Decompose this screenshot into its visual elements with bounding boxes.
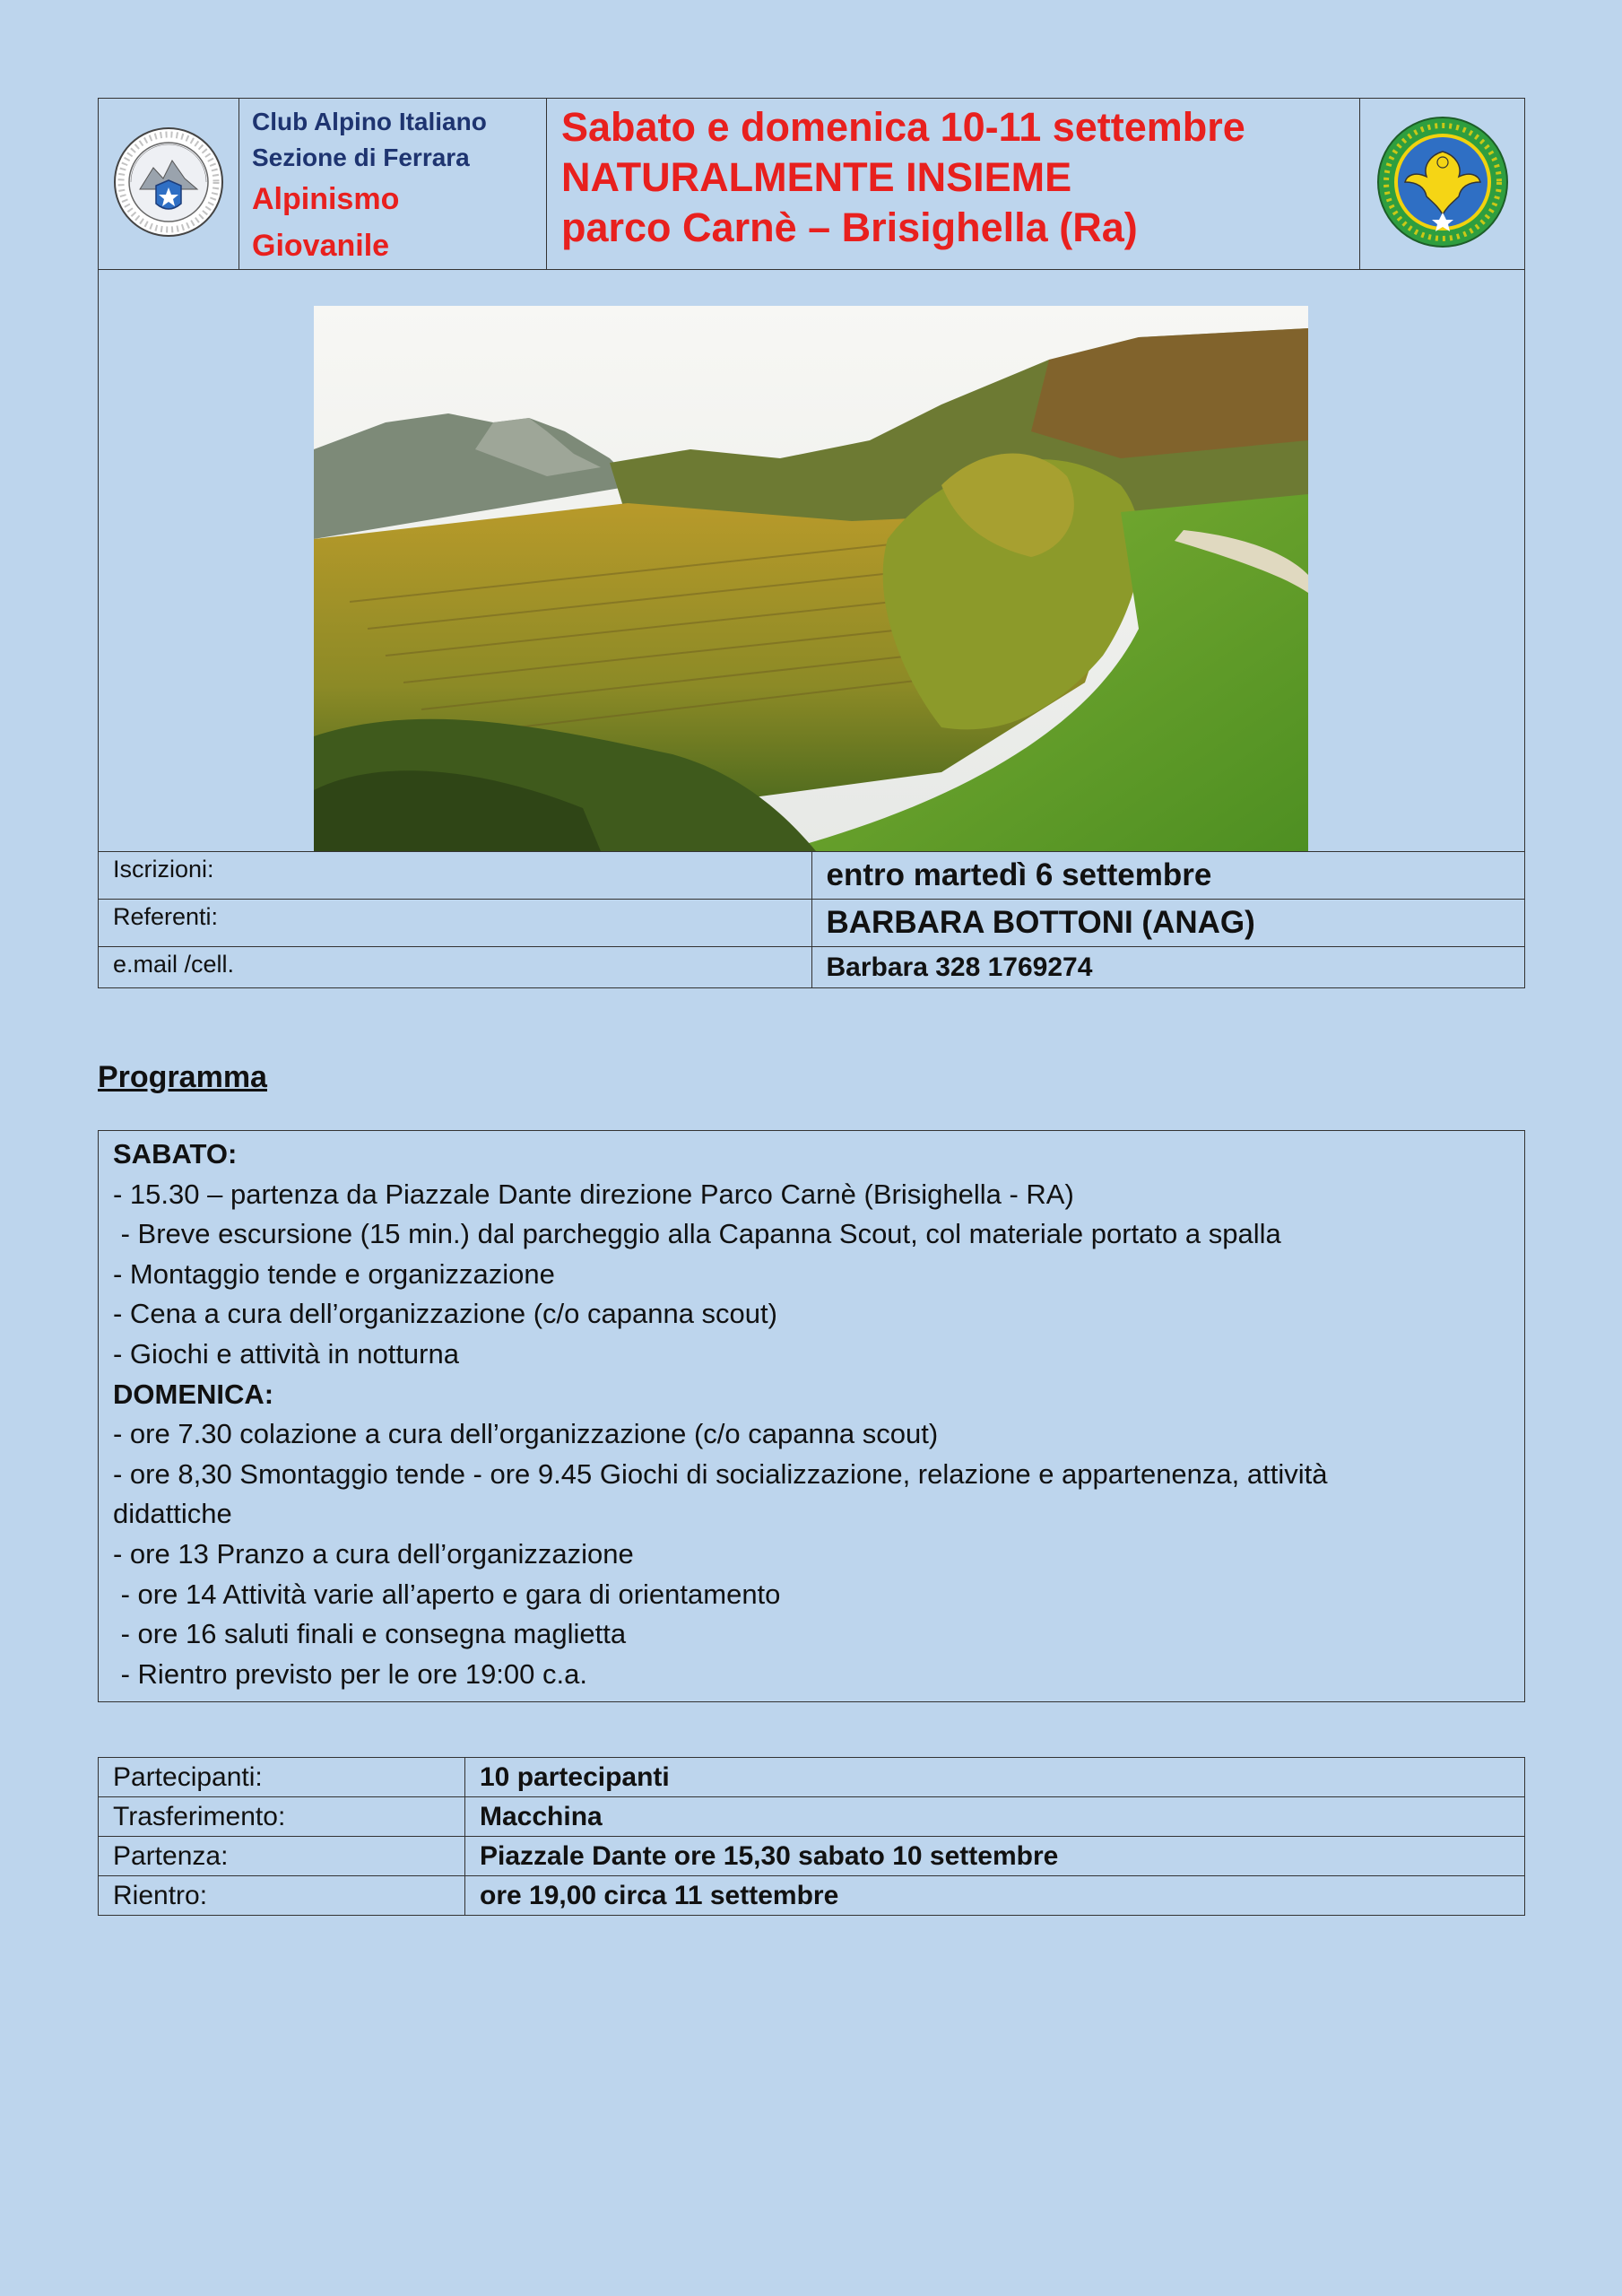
event-location: parco Carnè – Brisighella (Ra)	[561, 204, 1138, 250]
email-phone-label: e.mail /cell.	[99, 946, 812, 987]
participants-label: Partecipanti:	[99, 1758, 465, 1797]
landscape-photo	[314, 306, 1308, 851]
organization-cell	[239, 99, 547, 270]
transfer-value: Macchina	[465, 1797, 1525, 1837]
return-value: ore 19,00 circa 11 settembre	[465, 1876, 1525, 1916]
table-row	[99, 1837, 1525, 1876]
section-name-line-1: Alpinismo	[252, 182, 400, 216]
table-row	[99, 1797, 1525, 1837]
program-line: - ore 8,30 Smontaggio tende - ore 9.45 Giochi di socializzazione, relazione e appartenenza, attività	[113, 1457, 1328, 1490]
program-heading: Programma	[98, 1060, 267, 1094]
flyer	[98, 98, 1525, 1910]
registration-label: Iscrizioni:	[99, 851, 812, 899]
alpinismo-giovanile-logo-cell	[1360, 99, 1525, 270]
transfer-label: Trasferimento:	[99, 1797, 465, 1837]
alpinismo-giovanile-logo-icon	[1376, 116, 1509, 248]
table-row	[99, 1876, 1525, 1916]
photo-cell	[99, 269, 1525, 851]
section-name-line-2: Giovanile	[252, 229, 390, 263]
cai-ferrara-logo-cell	[99, 99, 239, 270]
program-line: - Rientro previsto per le ore 19:00 c.a.	[113, 1657, 587, 1690]
participants-value: 10 partecipanti	[465, 1758, 1525, 1797]
table-row	[99, 1758, 1525, 1797]
email-phone-value: Barbara 328 1769274	[811, 946, 1525, 987]
header-table	[98, 98, 1525, 270]
details-table	[98, 1757, 1525, 1916]
org-name: Club Alpino Italiano	[252, 108, 487, 135]
program-line: DOMENICA:	[113, 1378, 274, 1410]
event-date: Sabato e domenica 10-11 settembre	[561, 104, 1245, 150]
program-line: - Giochi e attività in notturna	[113, 1337, 459, 1370]
event-name: NATURALMENTE INSIEME	[561, 154, 1072, 200]
registration-value: entro martedì 6 settembre	[811, 851, 1525, 899]
org-section: Sezione di Ferrara	[252, 144, 470, 171]
program-line: - ore 13 Pranzo a cura dell’organizzazione	[113, 1537, 634, 1570]
departure-value: Piazzale Dante ore 15,30 sabato 10 settembre	[465, 1837, 1525, 1876]
program-line: - Breve escursione (15 min.) dal parcheggio alla Capanna Scout, col materiale portato a spalla	[113, 1218, 1281, 1250]
program-line: didattiche	[113, 1498, 232, 1530]
program-line: - Cena a cura dell’organizzazione (c/o capanna scout)	[113, 1298, 777, 1330]
departure-label: Partenza:	[99, 1837, 465, 1876]
program-line: - ore 16 saluti finali e consegna maglietta	[113, 1618, 627, 1650]
program-box	[98, 1130, 1525, 1702]
program-line: - 15.30 – partenza da Piazzale Dante direzione Parco Carnè (Brisighella - RA)	[113, 1178, 1074, 1210]
cai-ferrara-logo-icon	[113, 126, 224, 238]
contacts-value: BARBARA BOTTONI (ANAG)	[811, 899, 1525, 946]
event-title-cell	[547, 99, 1360, 270]
program-line: - ore 14 Attività varie all’aperto e gara di orientamento	[113, 1578, 781, 1610]
return-label: Rientro:	[99, 1876, 465, 1916]
photo-and-info-table	[98, 269, 1525, 988]
contacts-label: Referenti:	[99, 899, 812, 946]
program-line: SABATO:	[113, 1138, 238, 1170]
program-line: - ore 7.30 colazione a cura dell’organizzazione (c/o capanna scout)	[113, 1418, 939, 1450]
program-line: - Montaggio tende e organizzazione	[113, 1257, 555, 1290]
